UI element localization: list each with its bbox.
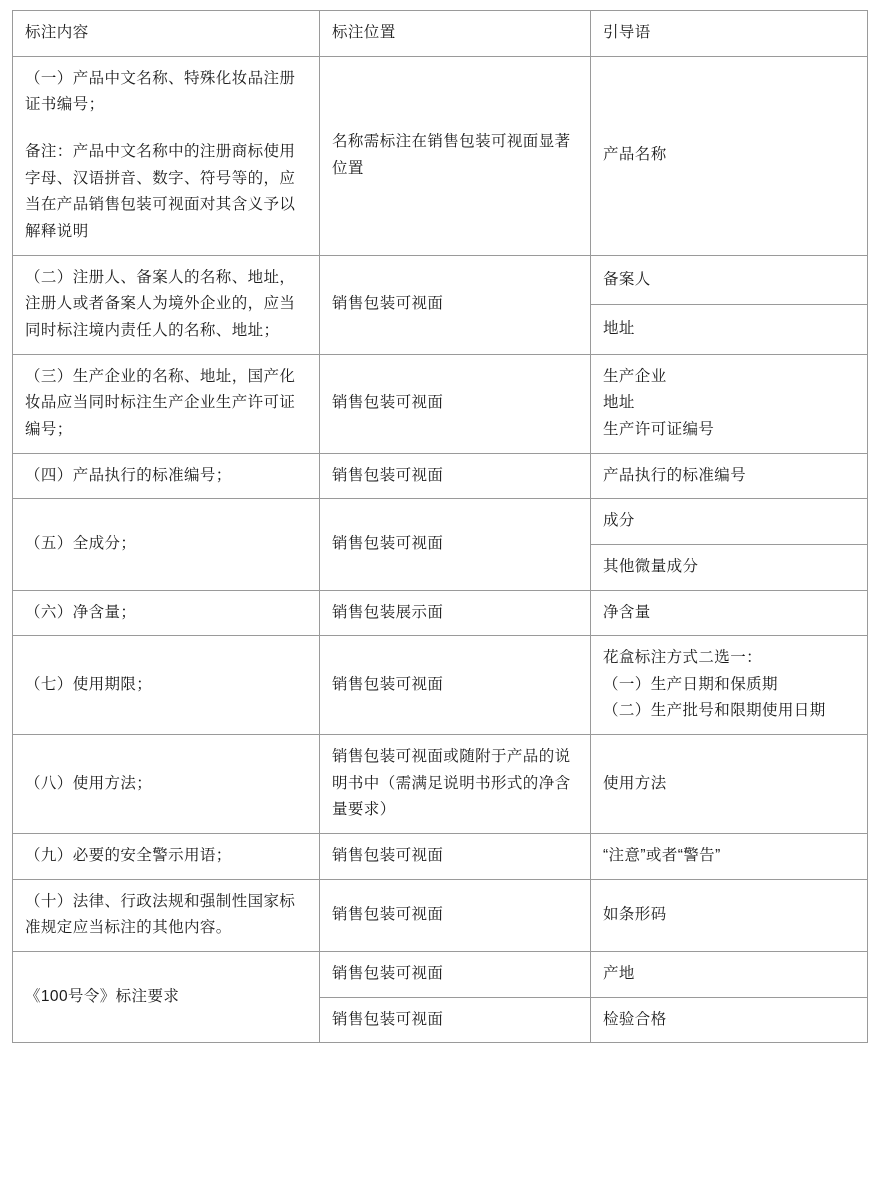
cell-lead: 地址 <box>591 305 868 354</box>
header-cell-lead: 引导语 <box>591 11 868 57</box>
labeling-requirements-table <box>12 10 868 1043</box>
cell-lead <box>591 636 868 735</box>
table-row <box>13 499 868 545</box>
cell-lead: 使用方法 <box>591 735 868 834</box>
table-row <box>13 255 868 304</box>
cell-position: 销售包装可视面 <box>320 879 591 951</box>
cell-position: 销售包装可视面 <box>320 997 591 1043</box>
cell-position: 销售包装可视面 <box>320 453 591 499</box>
table-row <box>13 834 868 880</box>
lead-line: （二）生产批号和限期使用日期 <box>603 702 826 720</box>
table-row <box>13 735 868 834</box>
lead-line: 地址 <box>603 394 635 412</box>
cell-content: （六）净含量； <box>13 590 320 636</box>
cell-lead <box>591 354 868 453</box>
cell-lead: “注意”或者“警告” <box>591 834 868 880</box>
cell-position: 销售包装展示面 <box>320 590 591 636</box>
cell-position: 销售包装可视面 <box>320 255 591 354</box>
cell-content: （八）使用方法； <box>13 735 320 834</box>
cell-content <box>13 56 320 255</box>
cell-lead: 净含量 <box>591 590 868 636</box>
content-note: 备注：产品中文名称中的注册商标使用字母、汉语拼音、数字、符号等的，应当在产品销售包装可视面对其含义予以解释说明 <box>25 142 296 240</box>
header-cell-content: 标注内容 <box>13 11 320 57</box>
cell-content: （四）产品执行的标准编号； <box>13 453 320 499</box>
table-row <box>13 56 868 255</box>
header-cell-position: 标注位置 <box>320 11 591 57</box>
cell-position: 销售包装可视面 <box>320 834 591 880</box>
cell-lead: 备案人 <box>591 255 868 304</box>
lead-line: 花盒标注方式二选一： <box>603 649 763 667</box>
cell-position: 销售包装可视面 <box>320 354 591 453</box>
cell-lead: 产品执行的标准编号 <box>591 453 868 499</box>
cell-position: 销售包装可视面 <box>320 636 591 735</box>
cell-position: 销售包装可视面 <box>320 499 591 590</box>
cell-position: 名称需标注在销售包装可视面显著位置 <box>320 56 591 255</box>
table-row <box>13 952 868 998</box>
cell-content: （五）全成分； <box>13 499 320 590</box>
table-row <box>13 354 868 453</box>
lead-line: 生产企业 <box>603 367 667 385</box>
cell-content: 《100号令》标注要求 <box>13 952 320 1043</box>
table-row <box>13 879 868 951</box>
cell-content: （十）法律、行政法规和强制性国家标准规定应当标注的其他内容。 <box>13 879 320 951</box>
cell-content: （二）注册人、备案人的名称、地址，注册人或者备案人为境外企业的，应当同时标注境内责任人的名称、地址； <box>13 255 320 354</box>
table-row <box>13 636 868 735</box>
cell-content: （三）生产企业的名称、地址，国产化妆品应当同时标注生产企业生产许可证编号； <box>13 354 320 453</box>
cell-lead: 其他微量成分 <box>591 544 868 590</box>
cell-position: 销售包装可视面 <box>320 952 591 998</box>
content-paragraph: （一）产品中文名称、特殊化妆品注册证书编号； <box>25 69 296 114</box>
cell-position: 销售包装可视面或随附于产品的说明书中（需满足说明书形式的净含量要求） <box>320 735 591 834</box>
lead-line: 生产许可证编号 <box>603 420 715 438</box>
table-header-row <box>13 11 868 57</box>
cell-lead: 如条形码 <box>591 879 868 951</box>
cell-lead: 检验合格 <box>591 997 868 1043</box>
table-row <box>13 453 868 499</box>
cell-content: （九）必要的安全警示用语； <box>13 834 320 880</box>
cell-lead: 产品名称 <box>591 56 868 255</box>
cell-content: （七）使用期限； <box>13 636 320 735</box>
lead-line: （一）生产日期和保质期 <box>603 675 778 693</box>
cell-lead: 产地 <box>591 952 868 998</box>
table-row <box>13 590 868 636</box>
cell-lead: 成分 <box>591 499 868 545</box>
